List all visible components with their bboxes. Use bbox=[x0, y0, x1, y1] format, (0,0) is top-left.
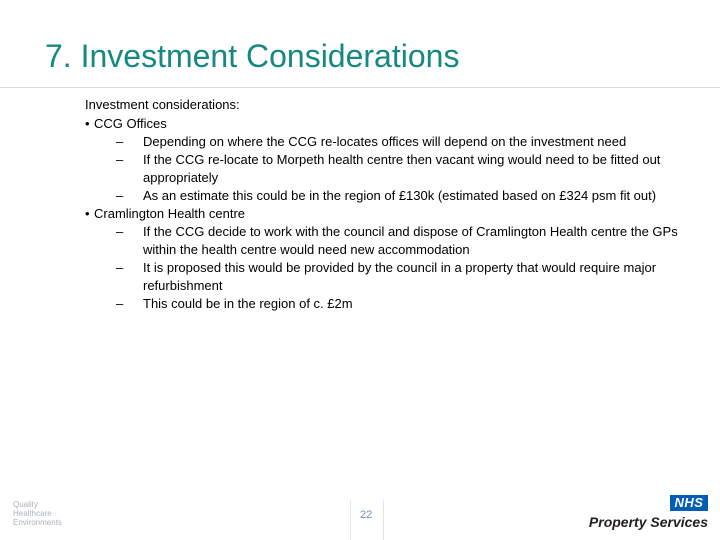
nhs-badge: NHS bbox=[670, 495, 708, 511]
nhs-subtitle: Property Services bbox=[588, 514, 708, 530]
sub-bullet-text: As an estimate this could be in the region of £130k (estimated based on £324 psm fit out) bbox=[143, 188, 657, 203]
quality-healthcare-environments-logo bbox=[13, 500, 62, 527]
bullet-heading: CCG Offices bbox=[94, 116, 167, 131]
page-number: 22 bbox=[360, 509, 373, 521]
sub-bullet bbox=[85, 259, 685, 295]
bullet-marker: • bbox=[85, 116, 90, 131]
bullet-marker: • bbox=[85, 206, 90, 221]
sub-bullet-text: It is proposed this would be provided by the council in a property that would require major refurbishment bbox=[143, 260, 657, 293]
dash-marker: – bbox=[116, 296, 124, 311]
title-divider bbox=[0, 87, 720, 88]
nhs-property-services-logo bbox=[588, 495, 708, 535]
sub-bullet bbox=[85, 133, 685, 151]
logo-line: Healthcare bbox=[13, 509, 52, 518]
logo-line: Quality bbox=[13, 500, 38, 509]
dash-marker: – bbox=[116, 134, 124, 149]
bullet-heading: Cramlington Health centre bbox=[94, 206, 246, 221]
sub-bullet bbox=[85, 187, 685, 205]
sub-bullet-text: If the CCG re-locate to Morpeth health centre then vacant wing would need to be fitted out appropriately bbox=[143, 152, 661, 185]
dash-marker: – bbox=[116, 260, 124, 275]
slide-title: 7. Investment Considerations bbox=[45, 38, 460, 74]
sub-bullet bbox=[85, 295, 685, 313]
sub-bullet bbox=[85, 223, 685, 259]
sub-bullet-text: Depending on where the CCG re-locates offices will depend on the investment need bbox=[143, 134, 627, 149]
sub-bullet-text: If the CCG decide to work with the council and dispose of Cramlington Health centre the GPs within the health centre would need new accommodation bbox=[143, 224, 678, 257]
bullet-cramlington-health-centre bbox=[85, 205, 685, 223]
intro-text: Investment considerations: bbox=[85, 97, 240, 112]
logo-line: Environments bbox=[13, 518, 62, 527]
sub-bullet bbox=[85, 151, 685, 187]
bullet-ccg-offices bbox=[85, 115, 685, 133]
dash-marker: – bbox=[116, 152, 124, 167]
slide-body bbox=[85, 96, 685, 313]
dash-marker: – bbox=[116, 188, 124, 203]
dash-marker: – bbox=[116, 224, 124, 239]
sub-bullet-text: This could be in the region of c. £2m bbox=[143, 296, 353, 311]
